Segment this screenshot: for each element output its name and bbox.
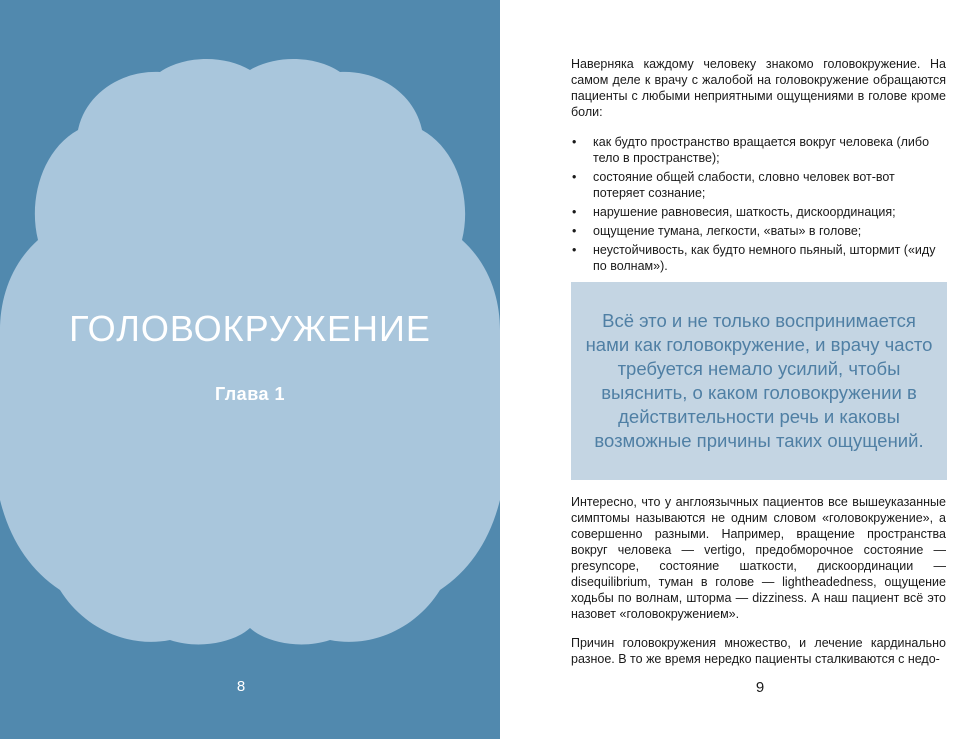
list-item	[571, 242, 946, 274]
list-item-text: ощущение тумана, легкости, «ваты» в голове;	[593, 224, 862, 238]
symptom-list	[571, 134, 946, 277]
bullet-icon: •	[572, 205, 577, 219]
paragraph-3: Причин головокружения множество, и лечение кардинально разное. В то же время нередко пациенты сталкиваются с недо-	[571, 636, 946, 666]
chapter-label: Глава 1	[214, 384, 286, 404]
list-item-text: нарушение равновесия, шаткость, дискоординация;	[593, 205, 896, 219]
bullet-icon: •	[572, 170, 577, 184]
paragraph-2: Интересно, что у англоязычных пациентов все вышеуказанные симптомы называются не одним словом «головокружение», а совершенно разными. Например, вращение пространства вокруг человека — vertigo, предобморочное состояние — presyncope, состояние шаткости, дискоординации — disequilibrium, туман в голове — lightheadedness, ощущение ходьбы по волнам, шторма — dizziness. А наш пациент всё это назовет «головокружением».	[571, 495, 946, 621]
list-item	[571, 134, 946, 166]
bullet-icon: •	[572, 243, 577, 257]
intro-paragraph: Наверняка каждому человеку знакомо головокружение. На самом деле к врачу с жалобой на головокружение обращаются пациенты с любыми неприятными ощущениями в голове кроме боли:	[571, 57, 946, 119]
highlight-quote: Всё это и не только воспринимается нами как головокружение, и врачу часто требуется немало усилий, чтобы выяснить, о каком головокружении в действительности речь и каковы возможные причины таких ощущений.	[585, 310, 933, 451]
bullet-icon: •	[572, 135, 577, 149]
right-page	[500, 0, 954, 739]
list-item	[571, 204, 946, 220]
list-item-text: состояние общей слабости, словно человек вот-вот потеряет сознание;	[593, 170, 895, 200]
page-number-left: 8	[236, 678, 246, 695]
list-item-text: как будто пространство вращается вокруг человека (либо тело в пространстве);	[593, 135, 930, 165]
list-item-text: неустойчивость, как будто немного пьяный, штормит («иду по волнам»).	[593, 243, 936, 273]
chapter-title: ГОЛОВОКРУЖЕНИЕ	[69, 308, 431, 349]
list-item	[571, 169, 946, 201]
highlight-quote-box	[571, 282, 947, 480]
page-number-right: 9	[755, 679, 765, 696]
list-item	[571, 223, 946, 239]
bullet-icon: •	[572, 224, 577, 238]
